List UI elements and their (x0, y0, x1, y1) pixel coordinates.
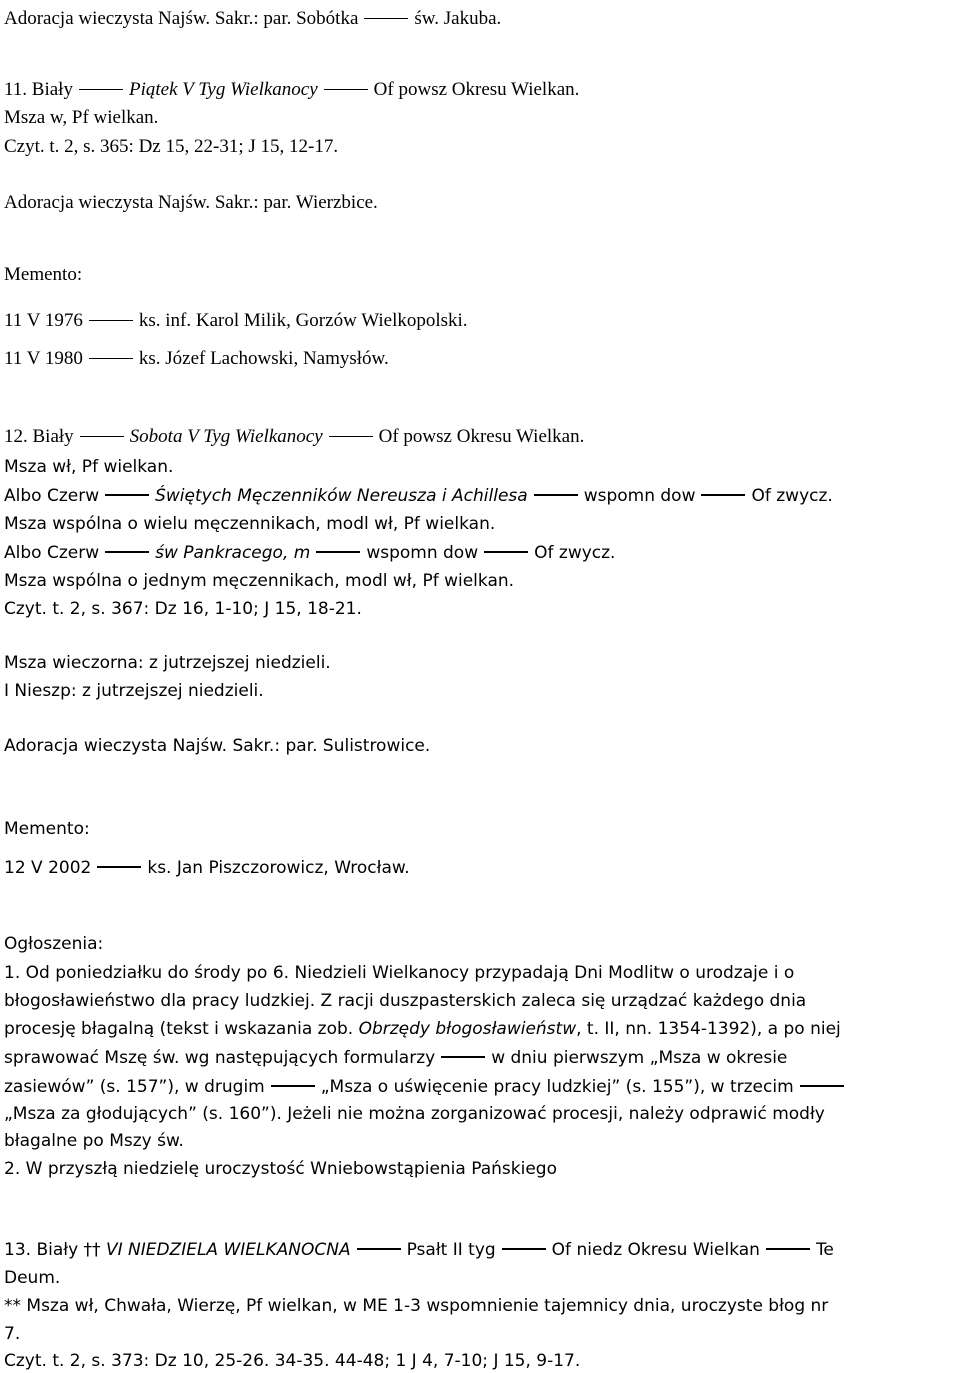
dash (89, 320, 133, 322)
text-line (4, 1076, 850, 1098)
text-line (4, 426, 584, 448)
dash (701, 494, 745, 496)
text-line: błogosławieństwo dla pracy ludzkiej. Z racji duszpasterskich zaleca się urządzać każdego dnia (4, 991, 807, 1011)
text-line (4, 1239, 834, 1261)
text-line: Adoracja wieczysta Najśw. Sakr.: par. Wierzbice. (4, 192, 378, 213)
text-line: Czyt. t. 2, s. 365: Dz 15, 22-31; J 15, 12-17. (4, 136, 339, 157)
text-line (4, 8, 501, 30)
text-span: ks. Jan Piszczorowicz, Wrocław. (147, 858, 410, 878)
text-line: Msza w, Pf wielkan. (4, 107, 159, 128)
text-line: Msza wł, Pf wielkan. (4, 457, 174, 477)
text-line: Ogłoszenia: (4, 934, 104, 954)
text-span: zasiewów” (s. 157”), w drugim (4, 1077, 265, 1097)
dash (484, 551, 528, 553)
italic-span: Obrzędy błogosławieństw (358, 1019, 577, 1039)
text-span: ks. inf. Karol Milik, Gorzów Wielkopolski. (138, 310, 468, 331)
italic-span: Piątek V Tyg Wielkanocy (128, 79, 318, 100)
dash (800, 1085, 844, 1087)
text-line (4, 348, 389, 370)
dash (441, 1056, 485, 1058)
dash (316, 551, 360, 553)
text-line: Adoracja wieczysta Najśw. Sakr.: par. Sulistrowice. (4, 736, 431, 756)
text-span: Of powsz Okresu Wielkan. (373, 79, 580, 100)
text-span: 11 V 1980 (4, 348, 83, 369)
text-span: Albo Czerw (4, 543, 100, 563)
text-span: Adoracja wieczysta Najśw. Sakr.: par. Sobótka (4, 8, 359, 29)
text-span: 11 V 1976 (4, 310, 83, 331)
text-line: Msza wieczorna: z jutrzejszej niedzieli. (4, 653, 331, 673)
text-span: , t. II, nn. 1354-1392), a po niej (576, 1019, 841, 1039)
text-span: 13. Biały †† (4, 1240, 106, 1260)
dash (105, 551, 149, 553)
text-line: Czyt. t. 2, s. 373: Dz 10, 25-26. 34-35. 44-48; 1 J 4, 7-10; J 15, 9-17. (4, 1351, 581, 1371)
dash (502, 1248, 546, 1250)
text-span: sprawować Mszę św. wg następujących formularzy (4, 1048, 436, 1068)
dash (357, 1248, 401, 1250)
text-span: Of zwycz. (751, 486, 833, 506)
text-line: błagalne po Mszy św. (4, 1131, 184, 1151)
dash (97, 866, 141, 868)
text-span: 11. Biały (4, 79, 73, 100)
dash (766, 1248, 810, 1250)
text-line: 1. Od poniedziałku do środy po 6. Niedzieli Wielkanocy przypadają Dni Modlitw o urodzaje i o (4, 963, 795, 983)
text-span: św. Jakuba. (414, 8, 502, 29)
text-line: Msza wspólna o wielu męczennikach, modl wł, Pf wielkan. (4, 514, 496, 534)
text-span: 12. Biały (4, 426, 74, 447)
dash (364, 18, 408, 20)
text-line (4, 310, 468, 332)
dash (89, 358, 133, 360)
dash (534, 494, 578, 496)
text-line: I Nieszp: z jutrzejszej niedzieli. (4, 681, 264, 701)
text-line: Deum. (4, 1268, 61, 1288)
text-line: Memento: (4, 819, 90, 839)
text-line (4, 857, 410, 879)
dash (329, 436, 373, 438)
text-span: 12 V 2002 (4, 858, 92, 878)
text-span: w dniu pierwszym „Msza w okresie (491, 1048, 788, 1068)
text-span: ks. Józef Lachowski, Namysłów. (138, 348, 389, 369)
text-span: Of niedz Okresu Wielkan (551, 1240, 760, 1260)
dash (271, 1085, 315, 1087)
text-span: wspomn dow (366, 543, 479, 563)
text-line: Czyt. t. 2, s. 367: Dz 16, 1-10; J 15, 18-21. (4, 599, 362, 619)
text-line: 2. W przyszłą niedzielę uroczystość Wniebowstąpienia Pańskiego (4, 1159, 557, 1179)
text-line (4, 1047, 787, 1069)
text-span: „Msza o uświęcenie pracy ludzkiej” (s. 155”), w trzecim (320, 1077, 794, 1097)
text-span: wspomn dow (583, 486, 696, 506)
italic-span: św Pankracego, m (155, 543, 311, 563)
text-line: 7. (4, 1324, 21, 1344)
text-line (4, 485, 833, 507)
text-line: „Msza za głodujących” (s. 160”). Jeżeli nie można zorganizować procesji, należy odprawić modły (4, 1104, 825, 1124)
italic-span: Świętych Męczenników Nereusza i Achillesa (155, 486, 528, 506)
text-span: Te (815, 1240, 834, 1260)
text-line (4, 542, 615, 564)
dash (80, 436, 124, 438)
dash (79, 89, 123, 91)
text-span: Psałt II tyg (406, 1240, 496, 1260)
text-span: Of zwycz. (534, 543, 616, 563)
text-line: ** Msza wł, Chwała, Wierzę, Pf wielkan, w ME 1-3 wspomnienie tajemnicy dnia, uroczyste błog nr (4, 1296, 829, 1316)
text-span: Albo Czerw (4, 486, 100, 506)
text-span: Of powsz Okresu Wielkan. (378, 426, 585, 447)
text-line (4, 79, 579, 101)
dash (105, 494, 149, 496)
text-span: procesję błagalną (tekst i wskazania zob. (4, 1019, 354, 1039)
italic-span: Sobota V Tyg Wielkanocy (129, 426, 323, 447)
text-line: Msza wspólna o jednym męczennikach, modl wł, Pf wielkan. (4, 571, 515, 591)
text-line (4, 1018, 841, 1040)
dash (324, 89, 368, 91)
italic-span: VI NIEDZIELA WIELKANOCNA (105, 1240, 351, 1260)
text-line: Memento: (4, 264, 83, 285)
